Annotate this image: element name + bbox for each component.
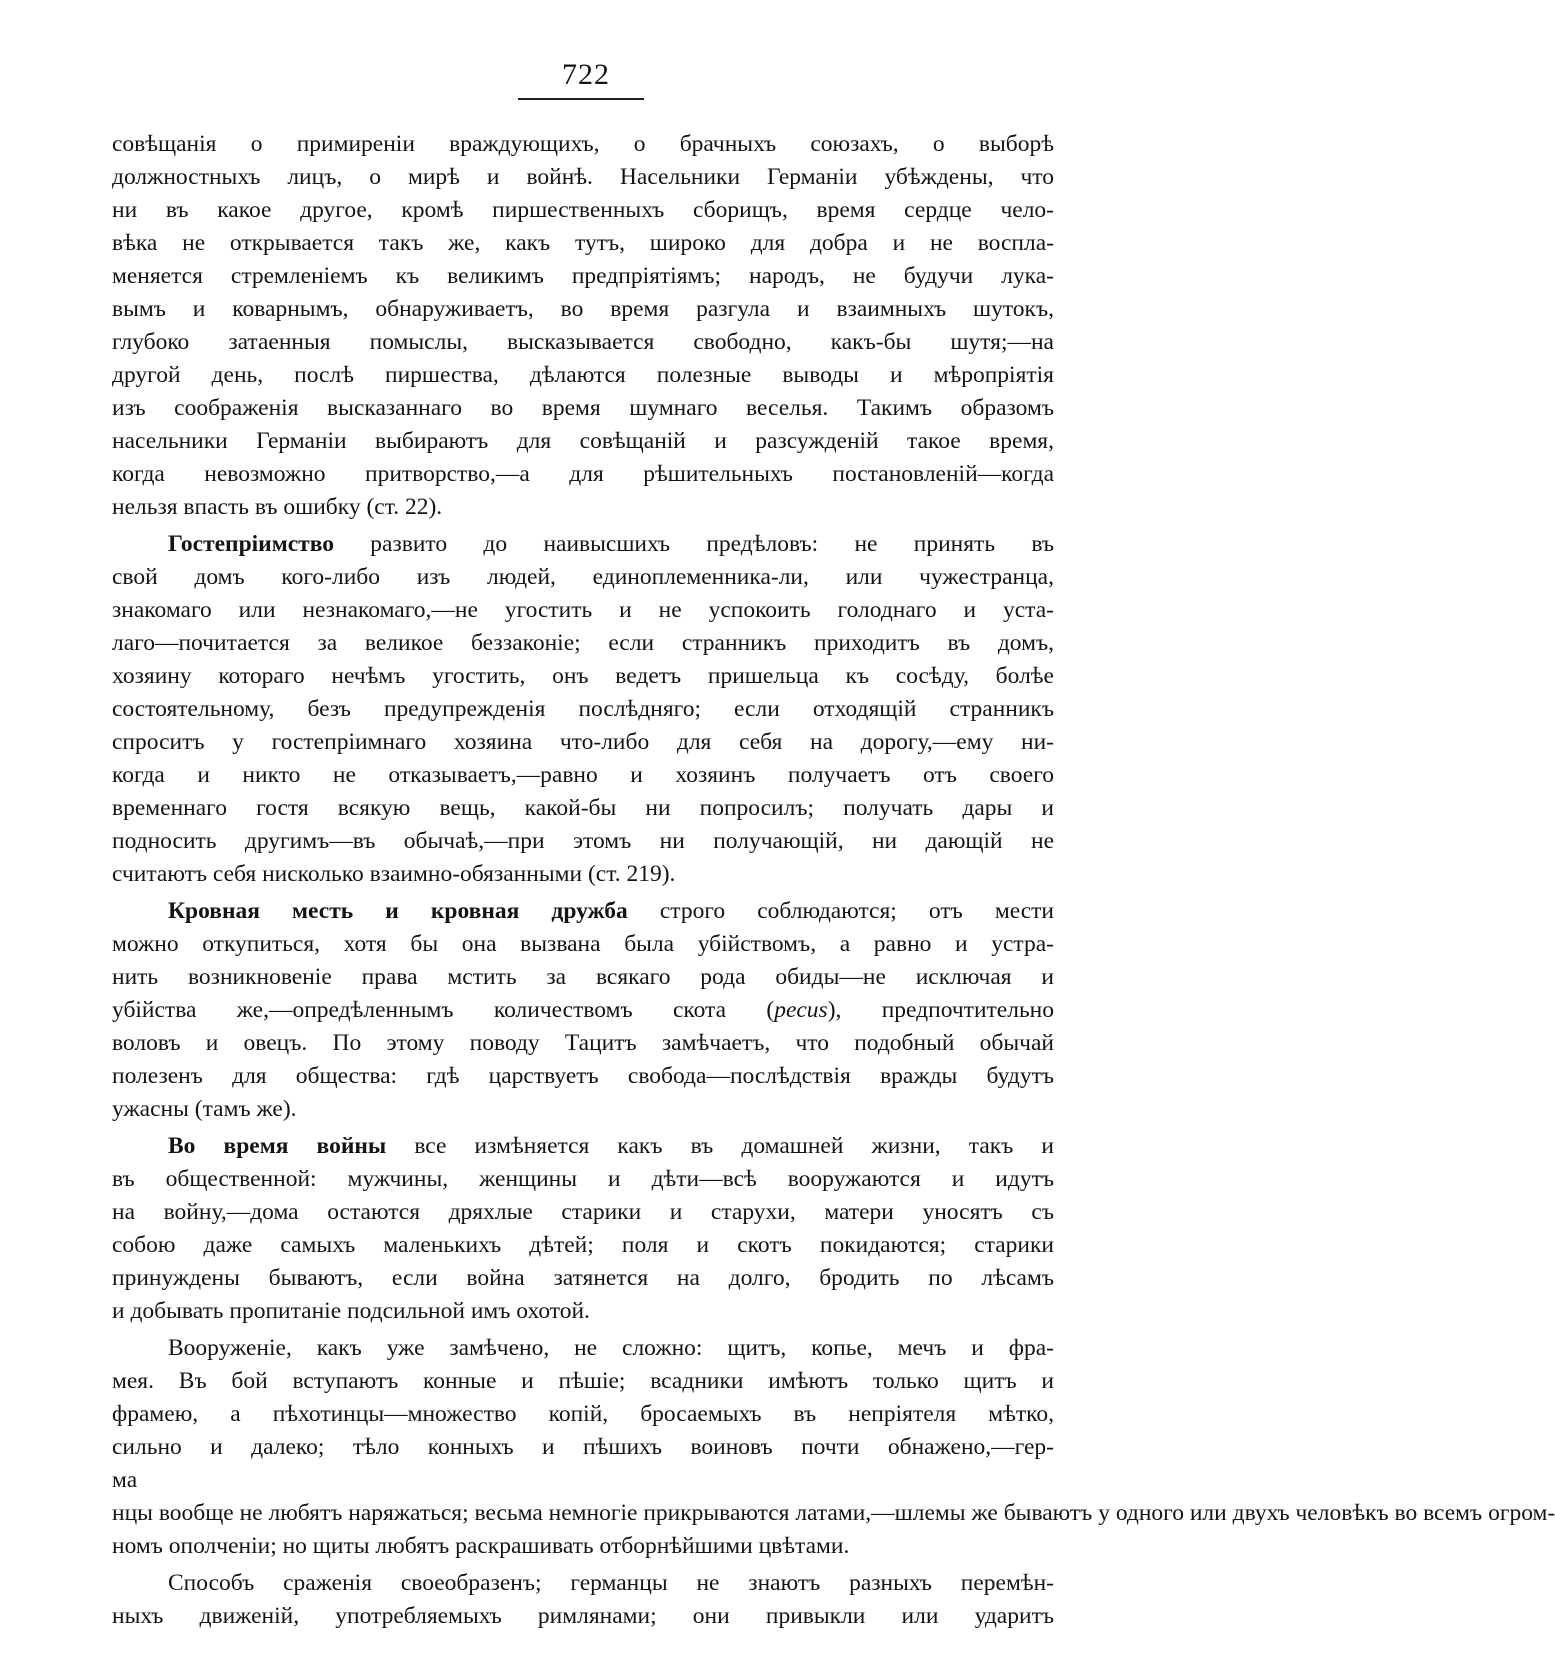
text-segment: нцы вообще не любятъ наряжаться; весьма немногіе прикрываются латами,—шлемы же бываютъ у одного или двухъ человѣкъ во всемъ огром- [112,1500,1555,1526]
text-line [112,528,1054,561]
text-line [112,128,1054,161]
text-line [112,1093,1054,1126]
text-segment: совѣщанія о примиреніи враждующихъ, о брачныхъ союзахъ, о выборѣ [112,131,1054,157]
text-segment: насельники Германіи выбираютъ для совѣщаній и разсужденій такое время, [112,428,1054,454]
text-segment: ужасны (тамъ же). [112,1096,297,1122]
text-segment: когда невозможно притворство,—а для рѣшительныхъ постановленій—когда [112,461,1054,487]
text-segment: меняется стремленіемъ къ великимъ предпріятіямъ; народъ, не будучи лука- [112,263,1054,289]
text-segment: вымъ и коварнымъ, обнаруживаетъ, во время разгула и взаимныхъ шутокъ, [112,296,1054,322]
text-line [112,1365,1054,1398]
text-segment: изъ соображенія высказаннаго во время шумнаго веселья. Такимъ образомъ [112,395,1054,421]
text-segment: и добывать пропитаніе подсильной имъ охотой. [112,1298,590,1324]
text-segment: сильно и далеко; тѣло конныхъ и пѣшихъ воиновъ почти обнажено,—гер- [112,1434,1054,1460]
text-line [112,326,1054,359]
text-line [112,1295,1054,1328]
text-segment: свой домъ кого-либо изъ людей, единоплеменника-ли, или чужестранца, [112,564,1054,590]
text-line [112,1229,1054,1262]
text-segment: развито до наивысшихъ предѣловъ: не принять въ [333,531,1054,557]
section-heading: Во время войны [168,1133,387,1159]
text-segment: глубоко затаенныя помыслы, высказывается свободно, какъ-бы шутя;—на [112,329,1054,355]
text-segment: можно откупиться, хотя бы она вызвана была убійствомъ, а равно и устра- [112,931,1054,957]
text-segment: лаго—почитается за великое беззаконіе; если странникъ приходитъ въ домъ, [112,630,1054,656]
text-line [112,260,1054,293]
text-segment: полезенъ для общества: гдѣ царствуетъ свобода—послѣдствія вражды будутъ [112,1063,1054,1089]
text-line [112,1332,1054,1365]
text-line [112,895,1054,928]
text-segment: собою даже самыхъ маленькихъ дѣтей; поля и скотъ покидаются; старики [112,1232,1054,1258]
text-segment: вѣка не открывается такъ же, какъ тутъ, широко для добра и не воспла- [112,230,1054,256]
text-segment: на войну,—дома остаются дряхлые старики и старухи, матери уносятъ съ [112,1199,1054,1225]
text-line [112,161,1054,194]
text-line [112,1600,1054,1633]
text-line [112,792,1054,825]
text-segment: Вооруженіе, какъ уже замѣчено, не сложно: щитъ, копье, мечъ и фра- [168,1335,1054,1361]
text-segment: считаютъ себя нисколько взаимно-обязанными (ст. 219). [112,861,676,887]
text-segment: номъ ополченіи; но щиты любятъ раскрашивать отборнѣйшими цвѣтами. [112,1533,850,1559]
text-line [112,1464,1054,1497]
text-segment: ма [112,1467,138,1493]
page-number: 722 [562,58,610,91]
text-segment: въ общественной: мужчины, женщины и дѣти—всѣ вооружаются и идутъ [112,1166,1054,1192]
text-line [112,825,1054,858]
text-line [112,726,1054,759]
text-segment: ни въ какое другое, кромѣ пиршественныхъ сборищъ, время сердце чело- [112,197,1054,223]
text-line [112,227,1054,260]
body-text [112,128,1555,1633]
text-line [112,1196,1054,1229]
text-line [112,594,1054,627]
text-line [112,1398,1054,1431]
text-line [112,693,1054,726]
text-segment: временнаго гостя всякую вещь, какой-бы ни попросилъ; получать дары и [112,795,1054,821]
text-segment: спроситъ у гостепріимнаго хозяина что-либо для себя на дорогу,—ему ни- [112,729,1054,755]
text-line [112,1530,1054,1563]
text-segment: должностныхъ лицъ, о мирѣ и войнѣ. Насельники Германіи убѣждены, что [112,164,1054,190]
text-line [112,1497,1555,1530]
text-segment: ), предпочтительно [827,997,1054,1023]
text-segment: знакомаго или незнакомаго,—не угостить и не успокоить голоднаго и уста- [112,597,1054,623]
text-line [112,561,1054,594]
text-line [112,660,1054,693]
text-line [112,858,1054,891]
text-segment: фрамею, а пѣхотинцы—множество копій, бросаемыхъ въ непріятеля мѣтко, [112,1401,1054,1427]
text-line [112,627,1054,660]
text-segment: мея. Въ бой вступаютъ конные и пѣшіе; всадники имѣютъ только щитъ и [112,1368,1054,1394]
section-heading: Кровная месть и кровная дружба [168,898,628,924]
text-segment: все измѣняется какъ въ домашней жизни, такъ и [386,1133,1054,1159]
section-heading: Гостепріимство [168,531,334,557]
text-line [112,961,1054,994]
text-segment: Способъ сраженія своеобразенъ; германцы не знаютъ разныхъ перемѣн- [168,1570,1054,1596]
text-line [112,928,1054,961]
text-line [112,194,1054,227]
text-segment: убійства же,—опредѣленнымъ количествомъ скота ( [112,997,775,1023]
text-line [112,1431,1054,1464]
text-line [112,293,1054,326]
text-line [112,392,1054,425]
text-segment: хозяину котораго нечѣмъ угостить, онъ ведетъ пришельца къ сосѣду, болѣе [112,663,1054,689]
text-segment: pecus [774,997,828,1023]
text-line [112,491,1054,524]
text-line [112,994,1054,1027]
text-line [112,759,1054,792]
text-segment: ныхъ движеній, употребляемыхъ римлянами; они привыкли или ударитъ [112,1603,1054,1629]
text-line [112,458,1054,491]
text-line [112,1130,1054,1163]
header-rule [518,98,644,100]
text-line [112,1060,1054,1093]
text-segment: нить возникновеніе права мстить за всякаго рода обиды—не исключая и [112,964,1054,990]
text-segment: строго соблюдаются; отъ мести [627,898,1054,924]
text-line [112,1163,1054,1196]
text-segment: воловъ и овецъ. По этому поводу Тацитъ замѣчаетъ, что подобный обычай [112,1030,1054,1056]
text-line [112,359,1054,392]
text-line [112,1567,1054,1600]
text-segment: состоятельному, безъ предупрежденія послѣдняго; если отходящій странникъ [112,696,1054,722]
text-segment: когда и никто не отказываетъ,—равно и хозяинъ получаетъ отъ своего [112,762,1054,788]
text-line [112,1027,1054,1060]
text-line [112,1262,1054,1295]
text-segment: принуждены бываютъ, если война затянется на долго, бродить по лѣсамъ [112,1265,1054,1291]
text-segment: подносить другимъ—въ обычаѣ,—при этомъ ни получающій, ни дающій не [112,828,1054,854]
text-line [112,425,1054,458]
text-segment: другой день, послѣ пиршества, дѣлаются полезные выводы и мѣропріятія [112,362,1054,388]
text-segment: нельзя впасть въ ошибку (ст. 22). [112,494,443,520]
